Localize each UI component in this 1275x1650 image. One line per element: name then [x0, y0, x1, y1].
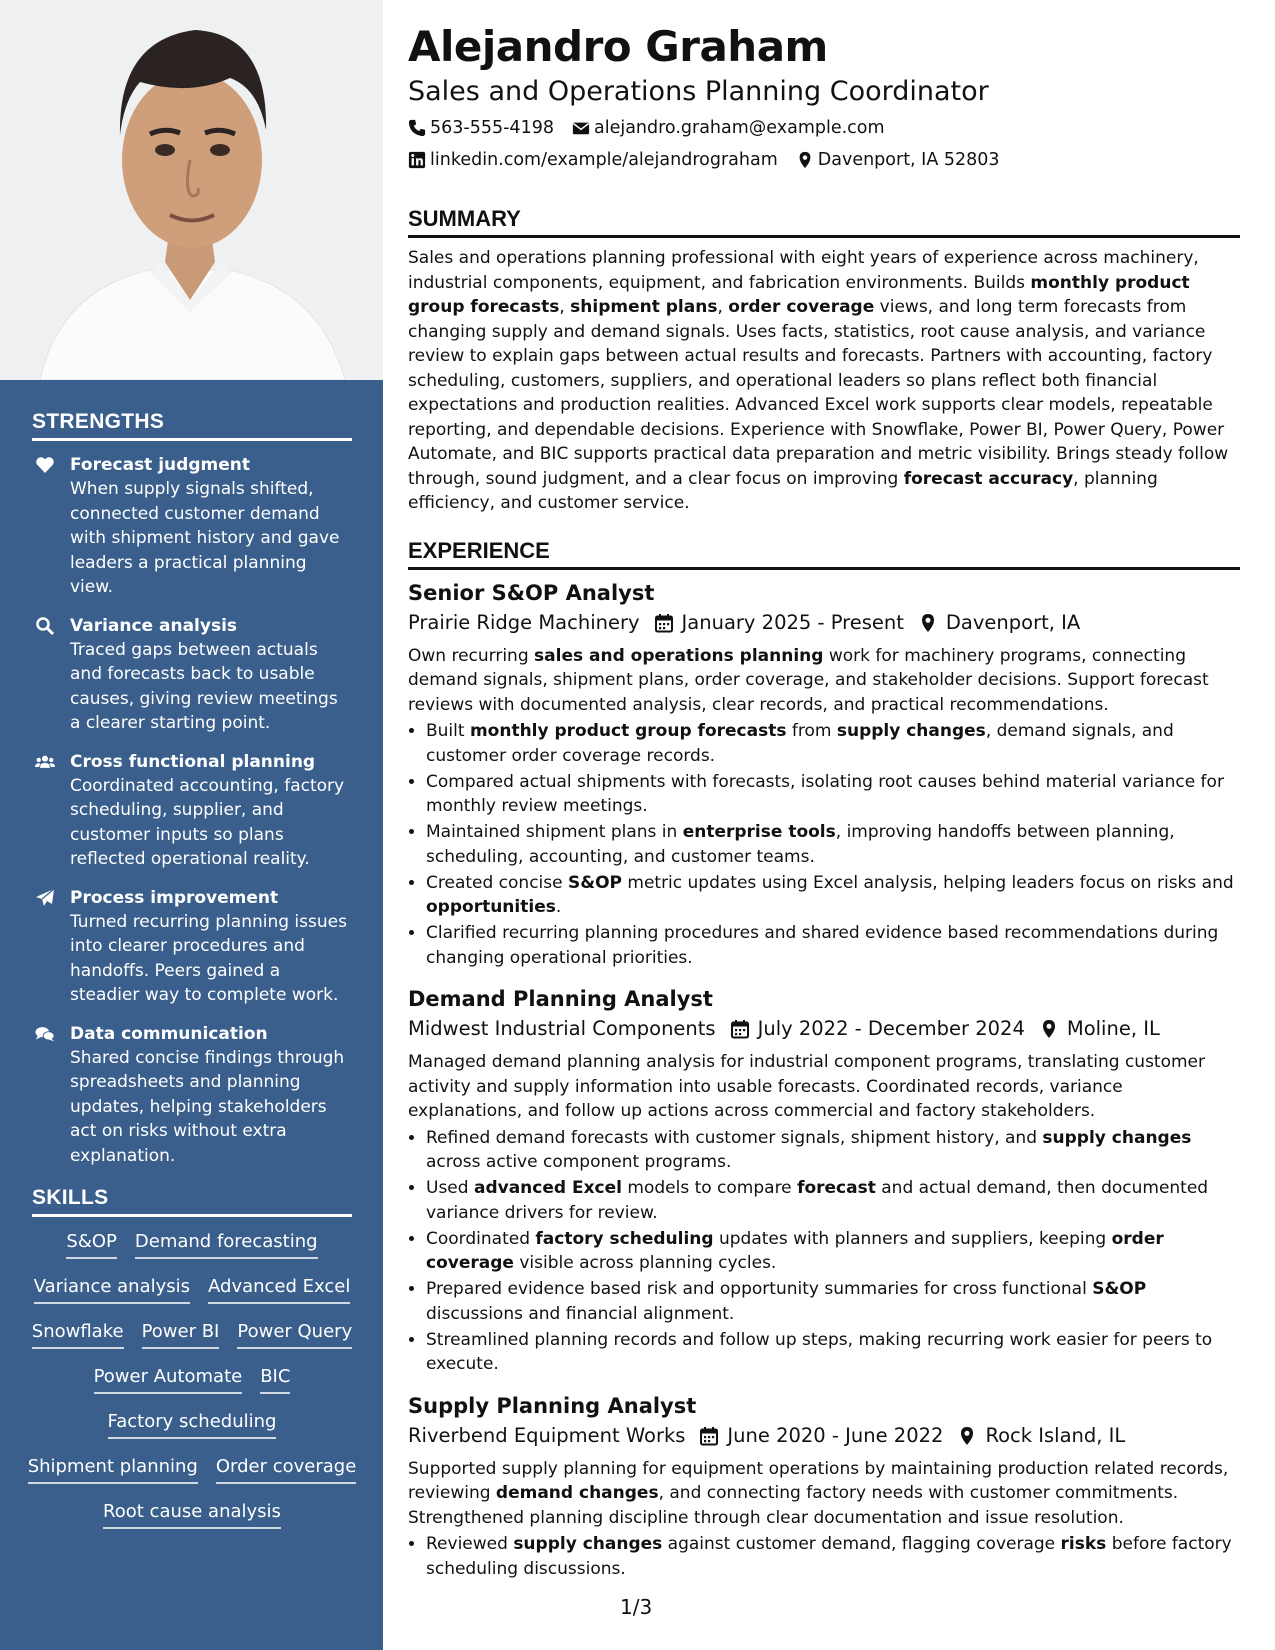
skills-list	[27, 1229, 357, 1529]
job-bullet	[426, 1532, 1240, 1581]
text-run: , planning efficiency, and customer service.	[408, 468, 1158, 513]
job-location: Davenport, IA	[945, 610, 1081, 634]
text-run: Created concise	[426, 872, 568, 893]
job-dates: June 2020 - June 2022	[727, 1423, 944, 1447]
email-text: alejandro.graham@example.com	[593, 118, 885, 138]
bold-phrase: demand changes	[495, 1483, 659, 1503]
skill-row	[32, 1229, 352, 1259]
job-company: Prairie Ridge Machinery	[408, 610, 640, 634]
text-run: ,	[717, 297, 729, 317]
job-title: Supply Planning Analyst	[408, 1393, 697, 1418]
strength-title: Data communication	[70, 1023, 268, 1044]
skill-chip: Demand forecasting	[135, 1229, 318, 1259]
map-pin-icon	[796, 151, 814, 169]
skill-chip: Variance analysis	[34, 1274, 190, 1304]
strength-item	[32, 750, 352, 872]
strength-desc: Traced gaps between actuals and forecasts back to usable causes, giving review meetings a clearer starting point.	[70, 639, 338, 733]
calendar-icon	[730, 1019, 750, 1039]
bold-phrase: supply changes	[1042, 1127, 1192, 1148]
users-icon	[35, 752, 55, 772]
job-title: Demand Planning Analyst	[408, 987, 713, 1011]
job-bullets	[408, 719, 1240, 970]
experience-list	[408, 578, 1240, 1582]
skill-chip: Order coverage	[216, 1454, 356, 1484]
linkedin-icon	[408, 151, 426, 169]
text-run: across active component programs.	[426, 1152, 732, 1172]
text-run: Maintained shipment plans in	[426, 822, 683, 842]
heart-icon	[35, 455, 55, 475]
text-run: Reviewed	[426, 1534, 514, 1554]
bold-phrase: opportunities	[426, 897, 556, 917]
paper-plane-icon	[35, 888, 55, 908]
sidebar-content	[27, 410, 357, 1544]
skill-row	[32, 1409, 352, 1439]
text-run: , demand signals, and customer order coverage records.	[426, 721, 1174, 766]
job-dates: July 2022 - December 2024	[757, 1017, 1025, 1040]
sidebar	[0, 0, 383, 1650]
calendar-icon	[654, 613, 674, 633]
contact-phone	[408, 112, 554, 144]
comments-icon	[35, 1024, 55, 1044]
text-run: before factory scheduling discussions.	[426, 1534, 1232, 1579]
text-run: against customer demand, flagging coverage	[662, 1534, 1061, 1554]
strength-desc: When supply signals shifted, connected customer demand with shipment history and gave leaders a practical planning view.	[70, 479, 340, 597]
job-bullet	[426, 1277, 1240, 1326]
job-bullet	[426, 719, 1240, 768]
job-meta	[408, 1421, 1240, 1451]
job-description	[408, 1050, 1240, 1124]
contact-location	[796, 144, 1000, 176]
strength-item	[32, 453, 352, 600]
job-bullet	[426, 1176, 1240, 1225]
text-run: Streamlined planning records and follow up steps, making recurring work easier for peers to execute.	[426, 1329, 1213, 1374]
text-run: Compared actual shipments with forecasts, isolating root causes behind material variance for monthly review meetings.	[426, 771, 1224, 816]
job-entry	[408, 1391, 1240, 1582]
skill-row	[32, 1364, 352, 1394]
text-run: Built	[426, 721, 470, 741]
text-run: discussions and financial alignment.	[426, 1303, 735, 1324]
linkedin-text: linkedin.com/example/alejandrograham	[430, 150, 778, 170]
text-run: Managed demand planning analysis for industrial component programs, translating customer activity and supply information into usable forecasts. Coordinated records, variance explanations, and follow up actions across commercial and factory stakeholders.	[408, 1052, 1206, 1121]
profile-photo	[0, 0, 383, 380]
text-run: .	[555, 897, 562, 917]
text-run: , improving handoffs between planning, scheduling, accounting, and customer teams.	[426, 822, 1175, 867]
strength-item	[32, 886, 352, 1008]
job-bullet	[426, 1328, 1240, 1377]
skill-chip: S&OP	[66, 1229, 116, 1259]
job-dates: January 2025 - Present	[681, 610, 904, 634]
text-run: work for machinery programs, connecting demand signals, shipment plans, order coverage, and stakeholder decisions. Support forecast reviews with documented analysis, clear records, and practical recommendations.	[408, 645, 1209, 715]
bold-phrase: S&OP	[568, 872, 622, 893]
summary-text	[408, 246, 1240, 516]
skill-chip: Power Automate	[94, 1364, 243, 1394]
summary-heading: SUMMARY	[408, 206, 1240, 238]
text-run: from	[786, 721, 837, 741]
skill-chip: Root cause analysis	[103, 1499, 281, 1529]
skill-row	[32, 1499, 352, 1529]
skill-row	[27, 1454, 357, 1484]
skill-chip: Power Query	[237, 1319, 352, 1349]
bold-phrase: sales and operations planning	[534, 645, 824, 666]
job-title: Senior S&OP Analyst	[408, 580, 655, 605]
job-location: Moline, IL	[1066, 1017, 1160, 1040]
bold-phrase: factory scheduling	[535, 1228, 714, 1249]
job-bullets	[408, 1532, 1240, 1581]
job-description	[408, 644, 1240, 718]
skill-chip: BIC	[260, 1364, 290, 1394]
job-description	[408, 1457, 1240, 1531]
job-bullets	[408, 1126, 1240, 1377]
phone-icon	[408, 119, 426, 137]
bold-phrase: supply changes	[836, 721, 986, 741]
bold-phrase: order coverage	[426, 1228, 1164, 1273]
job-entry	[408, 984, 1240, 1377]
portrait-illustration	[0, 0, 383, 380]
bold-phrase: order coverage	[728, 297, 875, 317]
phone-text: 563-555-4198	[430, 118, 554, 138]
skills-heading: SKILLS	[32, 1186, 352, 1217]
text-run: Own recurring	[408, 645, 535, 666]
job-company: Midwest Industrial Components	[408, 1017, 716, 1040]
text-run: Sales and operations planning professional with eight years of experience across machinery, industrial components, equipment, and fabrication environments. Builds	[408, 248, 1199, 293]
contact-linkedin	[408, 144, 778, 176]
text-run: Refined demand forecasts with customer signals, shipment history, and	[426, 1127, 1043, 1148]
job-bullet	[426, 921, 1240, 970]
main-content	[408, 20, 1240, 1591]
job-bullet	[426, 1227, 1240, 1276]
job-meta	[408, 1014, 1240, 1044]
strength-title: Process improvement	[70, 887, 279, 908]
skill-chip: Advanced Excel	[208, 1274, 350, 1304]
experience-heading: EXPERIENCE	[408, 538, 1240, 570]
strength-title: Forecast judgment	[70, 455, 250, 475]
job-company: Riverbend Equipment Works	[408, 1423, 686, 1447]
bold-phrase: forecast	[797, 1178, 876, 1198]
job-location: Rock Island, IL	[985, 1423, 1126, 1447]
job-meta	[408, 608, 1240, 638]
skill-row	[32, 1319, 352, 1349]
strength-item	[32, 614, 352, 736]
job-entry	[408, 578, 1240, 971]
bold-phrase: enterprise tools	[682, 822, 836, 842]
bold-phrase: supply changes	[513, 1534, 663, 1554]
map-pin-icon	[918, 613, 938, 633]
text-run: Prepared evidence based risk and opportunity summaries for cross functional	[426, 1279, 1093, 1299]
job-bullet	[426, 871, 1240, 920]
bold-phrase: monthly product group forecasts	[469, 721, 787, 741]
text-run: updates with planners and suppliers, keeping	[713, 1228, 1112, 1249]
text-run: Clarified recurring planning procedures and shared evidence based recommendations during changing operational priorities.	[426, 923, 1219, 968]
map-pin-icon	[1039, 1019, 1059, 1039]
job-bullet	[426, 820, 1240, 869]
text-run: metric updates using Excel analysis, helping leaders focus on risks and	[621, 872, 1234, 893]
page-number: 1/3	[620, 1595, 653, 1619]
strength-desc: Shared concise findings through spreadsheets and planning updates, helping stakeholders act on risks without extra explanation.	[70, 1047, 345, 1166]
text-run: views, and long term forecasts from changing supply and demand signals. Uses facts, statistics, root cause analysis, and variance review to explain gaps between actual results and forecasts. Partners with accounting, factory scheduling, customers, suppliers, and operational leaders so plans reflect both financial expectations and production realities. Advanced Excel work supports clear models, repeatable reporting, and dependable decisions. Experience with Snowflake, Power BI, Power Query, Power Automate, and BIC supports practical data preparation and metric visibility. Brings steady follow through, sound judgment, and a clear focus on improving	[408, 297, 1229, 489]
text-run: , and connecting factory needs with customer commitments. Strengthened planning discipline through clear documentation and issue resolution.	[408, 1483, 1179, 1528]
skill-chip: Shipment planning	[28, 1454, 198, 1484]
candidate-name: Alejandro Graham	[408, 22, 828, 71]
skill-chip: Snowflake	[32, 1319, 124, 1349]
strength-title: Cross functional planning	[70, 751, 316, 772]
strength-item	[32, 1022, 352, 1169]
text-run: Supported supply planning for equipment operations by maintaining production related records, reviewing	[408, 1458, 1229, 1503]
text-run: Coordinated	[426, 1228, 536, 1249]
skill-chip: Power BI	[142, 1319, 220, 1349]
bold-phrase: S&OP	[1092, 1279, 1147, 1299]
bold-phrase: shipment plans	[570, 297, 718, 317]
text-run: and actual demand, then documented variance drivers for review.	[426, 1178, 1209, 1223]
job-bullet	[426, 1126, 1240, 1175]
strength-title: Variance analysis	[70, 615, 238, 636]
calendar-icon	[699, 1426, 719, 1446]
strengths-heading: STRENGTHS	[32, 410, 352, 441]
strength-desc: Turned recurring planning issues into clearer procedures and handoffs. Peers gained a steadier way to complete work.	[70, 911, 347, 1005]
text-run: Used	[426, 1178, 474, 1198]
text-run: models to compare	[621, 1178, 798, 1198]
contact-info	[408, 112, 1068, 176]
text-run: visible across planning cycles.	[513, 1253, 777, 1273]
bold-phrase: forecast accuracy	[903, 468, 1074, 489]
candidate-role: Sales and Operations Planning Coordinator	[408, 76, 989, 107]
job-bullet	[426, 770, 1240, 819]
bold-phrase: risks	[1060, 1534, 1107, 1554]
search-icon	[35, 616, 55, 636]
bold-phrase: monthly product group forecasts	[408, 272, 1190, 317]
bold-phrase: advanced Excel	[473, 1178, 622, 1198]
contact-email	[572, 112, 885, 144]
envelope-icon	[572, 119, 590, 137]
location-text: Davenport, IA 52803	[817, 150, 1000, 170]
skill-chip: Factory scheduling	[108, 1409, 277, 1439]
map-pin-icon	[957, 1426, 977, 1446]
skill-row	[32, 1274, 352, 1304]
text-run: ,	[559, 297, 571, 317]
strength-desc: Coordinated accounting, factory scheduling, supplier, and customer inputs so plans reflected operational reality.	[70, 775, 345, 869]
